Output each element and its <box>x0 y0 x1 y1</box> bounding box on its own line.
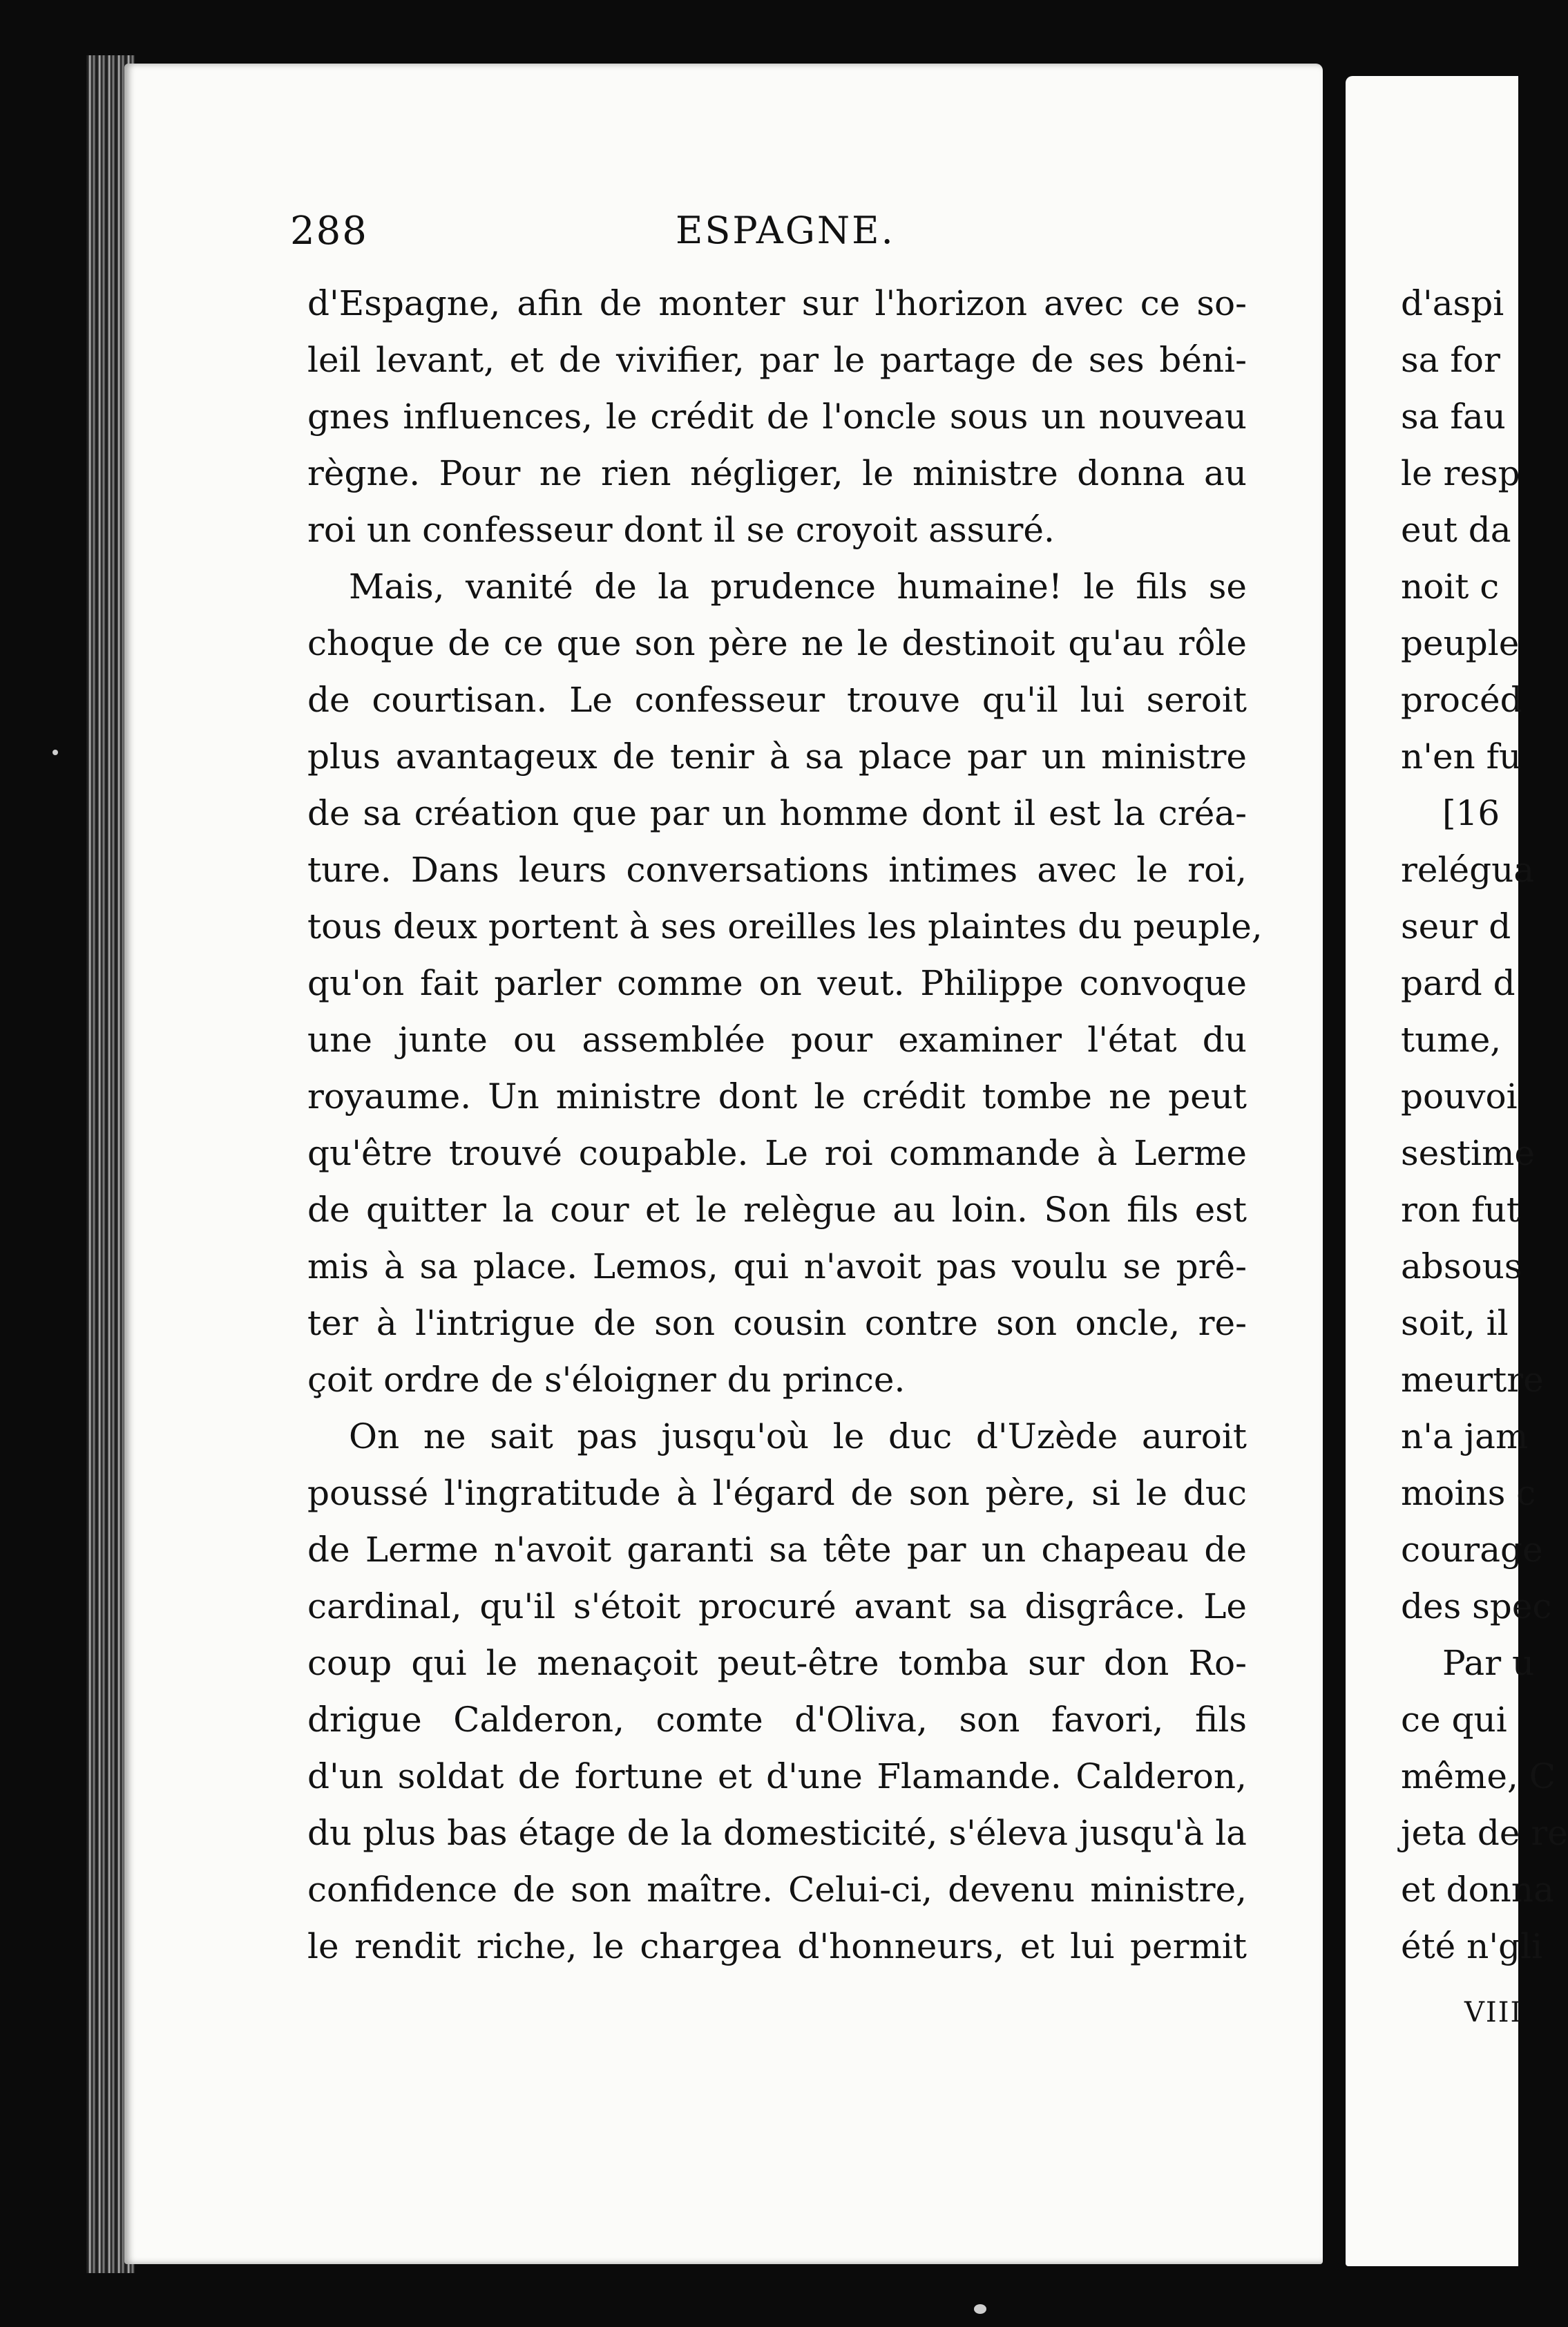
text-line: choque de ce que son père ne le destinoit qu'au rôle <box>307 623 1247 663</box>
text-line: gnes influences, le crédit de l'oncle sous un nouveau <box>307 397 1247 437</box>
text-line: confidence de son maître. Celui-ci, devenu ministre, <box>307 1870 1247 1910</box>
text-line: règne. Pour ne rien négliger, le ministre donna au <box>307 453 1247 493</box>
text-line: des spec <box>1401 1586 1552 1626</box>
text-line: été n'gli <box>1401 1926 1543 1966</box>
text-line: On ne sait pas jusqu'où le duc d'Uzède auroit <box>349 1416 1247 1456</box>
text-line: relégua <box>1401 850 1535 890</box>
text-line: ter à l'intrigue de son cousin contre son oncle, re- <box>307 1303 1247 1343</box>
text-line: absous <box>1401 1246 1522 1286</box>
text-line: de sa création que par un homme dont il est la créa- <box>307 793 1247 833</box>
text-line: le resp <box>1401 453 1520 493</box>
text-line: tume, <box>1401 1020 1502 1060</box>
text-line: pard d <box>1401 963 1516 1003</box>
text-line: de courtisan. Le confesseur trouve qu'il lui seroit <box>307 680 1247 720</box>
text-line: une junte ou assemblée pour examiner l'état du <box>307 1020 1247 1060</box>
text-line: plus avantageux de tenir à sa place par un ministre <box>307 737 1247 777</box>
text-line: même, C <box>1401 1756 1556 1796</box>
text-line: pouvoi <box>1401 1076 1518 1117</box>
text-line: meurtre <box>1401 1360 1544 1400</box>
text-line: sa for <box>1401 340 1500 380</box>
text-line: mis à sa place. Lemos, qui n'avoit pas voulu se prê- <box>307 1246 1247 1286</box>
page-number: 288 <box>290 209 368 254</box>
text-line: cardinal, qu'il s'étoit procuré avant sa disgrâce. Le <box>307 1586 1247 1626</box>
text-line: roi un confesseur dont il se croyoit assuré. <box>307 510 1055 550</box>
text-line: qu'être trouvé coupable. Le roi commande à Lerme <box>307 1133 1247 1173</box>
text-line: de Lerme n'avoit garanti sa tête par un chapeau de <box>307 1530 1247 1570</box>
text-line: [16 <box>1442 793 1500 833</box>
text-line: çoit ordre de s'éloigner du prince. <box>307 1360 906 1400</box>
text-line: le rendit riche, le chargea d'honneurs, et lui permit <box>307 1926 1247 1966</box>
text-line: soit, il <box>1401 1303 1509 1343</box>
text-line: du plus bas étage de la domesticité, s'éleva jusqu'à la <box>307 1813 1247 1853</box>
text-line: n'a jam <box>1401 1416 1529 1456</box>
text-line: leil levant, et de vivifier, par le partage de ses béni- <box>307 340 1247 380</box>
text-line: jeta de re <box>1401 1813 1568 1853</box>
text-line: ture. Dans leurs conversations intimes avec le roi, <box>307 850 1247 890</box>
text-line: noit c <box>1401 567 1500 607</box>
text-line: seur d <box>1401 906 1511 947</box>
text-line: Mais, vanité de la prudence humaine! le fils se <box>349 567 1247 607</box>
text-line: drigue Calderon, comte d'Oliva, son favori, fils <box>307 1700 1247 1740</box>
right-page-text <box>1401 275 1568 2041</box>
left-page-text <box>307 275 1263 1975</box>
text-line: sa fau <box>1401 397 1506 437</box>
text-line: eut da <box>1401 510 1511 550</box>
text-line: procéd <box>1401 680 1522 720</box>
text-line: poussé l'ingratitude à l'égard de son père, si le duc <box>307 1473 1247 1513</box>
text-line: ce qui <box>1401 1700 1507 1740</box>
text-line: sestime <box>1401 1133 1535 1173</box>
scan-speck <box>974 2304 986 2314</box>
signature-mark: VIII <box>1464 1997 1523 2029</box>
scan-speck <box>52 750 58 755</box>
text-line: de quitter la cour et le relègue au loin. Son fils est <box>307 1190 1247 1230</box>
right-page-fragment <box>1346 76 1568 2266</box>
running-head: ESPAGNE. <box>676 209 895 252</box>
text-line: d'Espagne, afin de monter sur l'horizon avec ce so- <box>307 283 1247 323</box>
text-line: tous deux portent à ses oreilles les plaintes du peuple, <box>307 906 1263 947</box>
gutter-shadow <box>1323 69 1344 2259</box>
text-line: royaume. Un ministre dont le crédit tombe ne peut <box>307 1076 1247 1117</box>
text-line: n'en fu <box>1401 737 1522 777</box>
text-line: et donna <box>1401 1870 1554 1910</box>
text-line: d'aspi <box>1401 283 1504 323</box>
text-line: Par u <box>1442 1643 1535 1683</box>
text-line: coup qui le menaçoit peut-être tomba sur don Ro- <box>307 1643 1247 1683</box>
text-line: courage <box>1401 1530 1543 1570</box>
text-line: d'un soldat de fortune et d'une Flamande. Calderon, <box>307 1756 1247 1796</box>
text-line: ron fut <box>1401 1190 1520 1230</box>
text-line: moins c <box>1401 1473 1536 1513</box>
text-line: peuple <box>1401 623 1520 663</box>
text-line: qu'on fait parler comme on veut. Philippe convoque <box>307 963 1247 1003</box>
